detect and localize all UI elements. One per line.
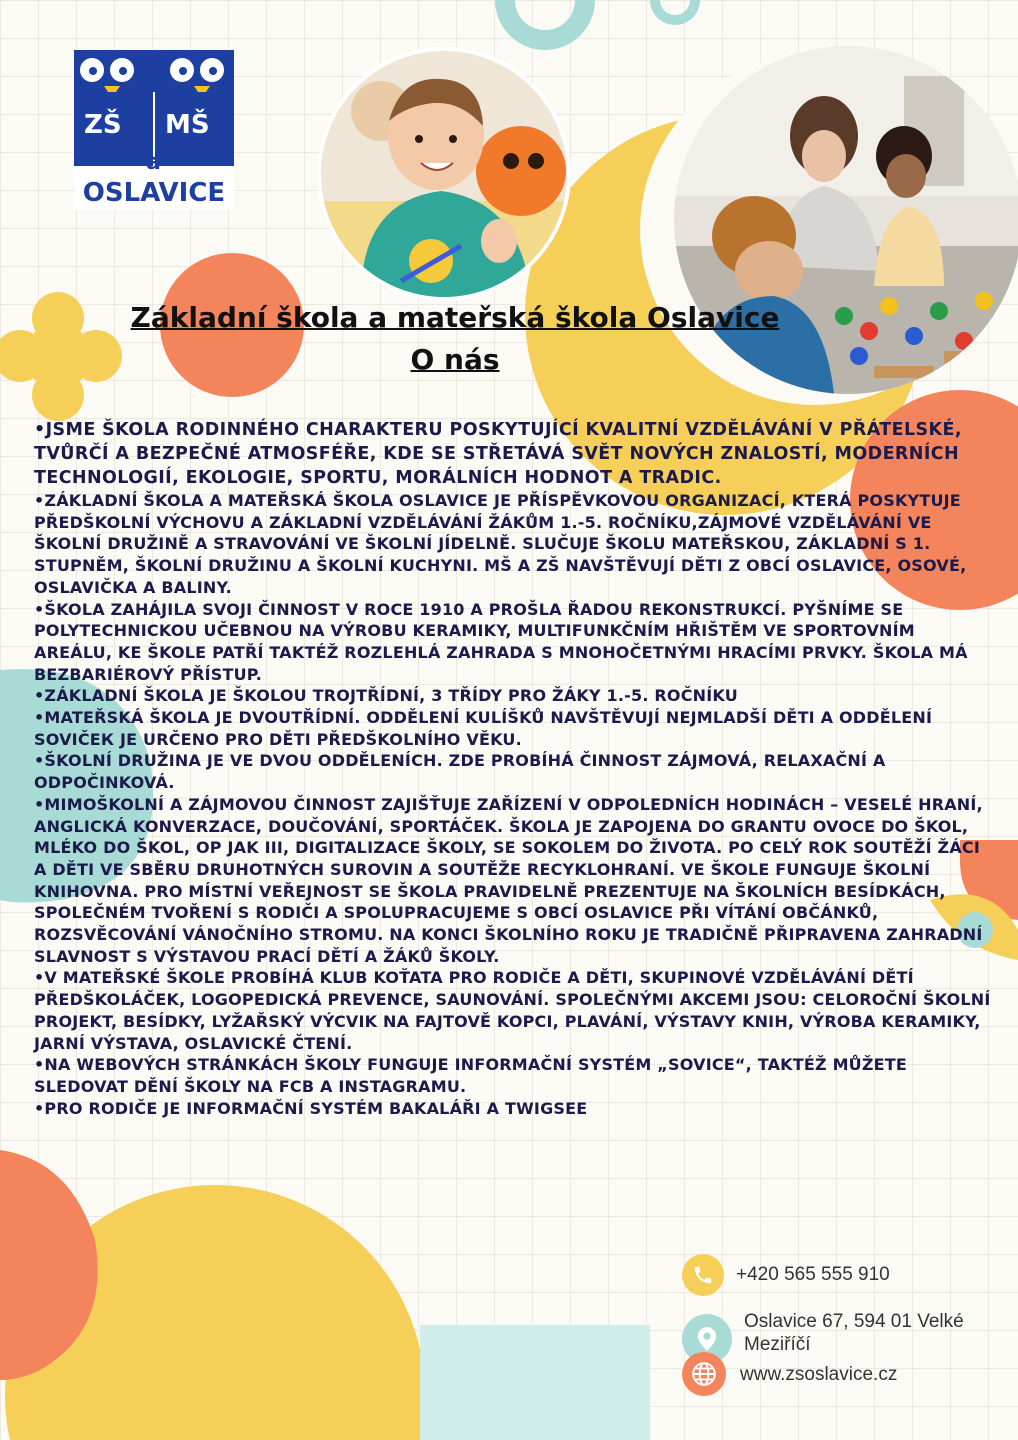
logo-ms-text: MŠ [165, 110, 210, 140]
logo-connector-text: a [146, 150, 161, 175]
about-paragraph: •MIMOŠKOLNÍ A ZÁJMOVOU ČINNOST ZAJIŠŤUJE ZAŘÍZENÍ V ODPOLEDNÍCH HODINÁCH – VESELÉ HRANÍ, ANGLICKÁ KONVERZACE, DOUČOVÁNÍ, SPORTÁČEK. ŠKOLA JE ZAPOJENA DO GRANTU OVOCE DO ŠKOL, MLÉKO DO ŠKOL, OP JAK III, DIGITALIZACE ŠKOLY, SE SOKOLEM DO ŽIVOTA. PO CELÝ ROK SOUTĚŽÍ ŽÁCI A DĚTI VE SBĚRU DRUHOTNÝCH SUROVIN A SOUTĚŽE RECYKLOHRANÍ. VE ŠKOLE FUNGUJE ŠKOLNÍ KNIHOVNA. PRO MÍSTNÍ VEŘEJNOST SE ŠKOLA PRAVIDELNĚ PREZENTUJE NA ŠKOLNÍCH BESÍDKÁCH, SPOLEČNÉM TVOŘENÍ S RODIČI A SPOLUPRACUJEME S OBCÍ OSLAVICE PŘI VÍTÁNÍ OBČÁNKŮ, ROZSVĚCOVÁNÍ VÁNOČNÍHO STROMU. NA KONCI ŠKOLNÍHO ROKU JE TRADIČNĚ PŘIPRAVENA ZAHRADNÍ SLAVNOST S VÝSTAVOU PRACÍ DĚTÍ A ŽÁKŮ ŠKOLY. [34, 794, 983, 966]
phone-number[interactable]: +420 565 555 910 [736, 1264, 890, 1285]
about-paragraph: •ŠKOLA ZAHÁJILA SVOJI ČINNOST V ROCE 1910 A PROŠLA ŘADOU REKONSTRUKCÍ. PYŠNÍME SE POLYTECHNICKOU UČEBNOU NA VÝROBU KERAMIKY, MULTIFUNKČNÍM HŘIŠTĚM VE SPORTOVNÍM AREÁLU, KE ŠKOLE PATŘÍ TAKTÉŽ ROZLEHLÁ ZAHRADA S MNOHOČETNÝMI HRACÍMI PRVKY. ŠKOLA MÁ BEZBARIÉROVÝ PŘÍSTUP. [34, 599, 968, 684]
logo-top-band [74, 50, 234, 92]
about-text-block [34, 418, 994, 1119]
about-paragraph: •PRO RODIČE JE INFORMAČNÍ SYSTÉM BAKALÁŘI A TWIGSEE [34, 1098, 588, 1118]
logo-right-block [155, 92, 234, 166]
globe-icon [682, 1352, 726, 1396]
about-paragraph: •V MATEŘSKÉ ŠKOLE PROBÍHÁ KLUB KOŤATA PRO RODIČE A DĚTI, SKUPINOVÉ VZDĚLÁVÁNÍ DĚTÍ PŘEDŠKOLÁČEK, LOGOPEDICKÁ PREVENCE, SAUNOVÁNÍ. SPOLEČNÝMI AKCEMI JSOU: CELOROČNÍ ŠKOLNÍ PROJEKT, BESÍDKY, LYŽAŘSKÝ VÝCVIK NA FAJTOVĚ KOPCI, PLAVÁNÍ, VÝSTAVY KNIH, VÝROBA KERAMIKY, JARNÍ VÝSTAVA, OSLAVICKÉ ČTENÍ. [34, 968, 991, 1053]
owl-eye-icon [110, 58, 134, 82]
owl-eye-icon [200, 58, 224, 82]
page-heading [60, 300, 850, 378]
school-logo [74, 50, 234, 210]
logo-name-text: OSLAVICE [82, 178, 226, 208]
address-text: Oslavice 67, 594 01 Velké Meziříčí [744, 1311, 964, 1355]
website-link[interactable]: www.zsoslavice.cz [740, 1364, 898, 1385]
logo-zs-text: ZŠ [84, 110, 122, 140]
photo-boy-drawing-image [321, 51, 567, 297]
owl-eye-icon [80, 58, 104, 82]
about-paragraph: •ZÁKLADNÍ ŠKOLA JE ŠKOLOU TROJTŘÍDNÍ, 3 TŘÍDY PRO ŽÁKY 1.-5. ROČNÍKU [34, 686, 738, 706]
contact-web [682, 1352, 897, 1396]
page-title: Základní škola a mateřská škola Oslavice [130, 301, 780, 334]
about-paragraph: •NA WEBOVÝCH STRÁNKÁCH ŠKOLY FUNGUJE INFORMAČNÍ SYSTÉM „SOVICE“, TAKTÉŽ MŮŽETE SLEDOVAT DĚNÍ ŠKOLY NA FCB A INSTAGRAMU. [34, 1055, 908, 1096]
about-paragraph: •MATEŘSKÁ ŠKOLA JE DVOUTŘÍDNÍ. ODDĚLENÍ KULÍŠKŮ NAVŠTĚVUJÍ NEJMLADŠÍ DĚTI A ODDĚLENÍ SOVIČEК JE URČENO PRO DĚTI PŘEDŠKOLNÍHO VĚKU. [34, 708, 933, 749]
about-paragraph: •ŠKOLNÍ DRUŽINA JE VE DVOU ODDĚLENÍCH. ZDE PROBÍHÁ ČINNOST ZÁJMOVÁ, RELAXAČNÍ A ODPOČINKOVÁ. [34, 751, 886, 793]
owl-eye-icon [170, 58, 194, 82]
contact-phone [682, 1254, 890, 1296]
logo-left-block [74, 92, 153, 166]
page-subtitle: O nás [410, 343, 500, 376]
phone-icon [682, 1254, 724, 1296]
about-paragraph: •JSME ŠKOLA RODINNÉHO CHARAKTERU POSKYTUJÍCÍ KVALITNÍ VZDĚLÁVÁNÍ V PŘÁTELSKÉ, TVŮRČÍ A BEZPEČNÉ ATMOSFÉŘE, KDE SE STŘETÁVÁ SVĚT NOVÝCH ZNALOSTÍ, MODERNÍCH TECHNOLOGIÍ, EKOLOGIE, SPORTU, MORÁLNÍCH HODNOT A TRADIC. [34, 420, 962, 488]
photo-boy-drawing [317, 47, 571, 301]
about-paragraph: •ZÁKLADNÍ ŠKOLA A MATEŘSKÁ ŠKOLA OSLAVICE JE PŘÍSPĚVKOVOU ORGANIZACÍ, KTERÁ POSKYTUJE PŘEDŠKOLNÍ VÝCHOVU A ZÁKLADNÍ VZDĚLÁVÁNÍ ŽÁKŮM 1.-5. ROČNÍKU,ZÁJMOVÉ VZDĚLÁVÁNÍ VE ŠKOLNÍ DRUŽINĚ A STRAVOVÁNÍ VE ŠKOLNÍ JÍDELNĚ. SLUČUJE ŠKOLU MATEŘSKOU, ZÁKLADNÍ S 1. STUPNĚM, ŠKOLNÍ DRUŽINU A ŠKOLNÍ KUCHYNI. MŠ A ZŠ NAVŠTĚVUJÍ DĚTI Z OBCÍ OSLAVICE, OSOVÉ, OSLAVIČKA A BALINY. [34, 491, 967, 597]
